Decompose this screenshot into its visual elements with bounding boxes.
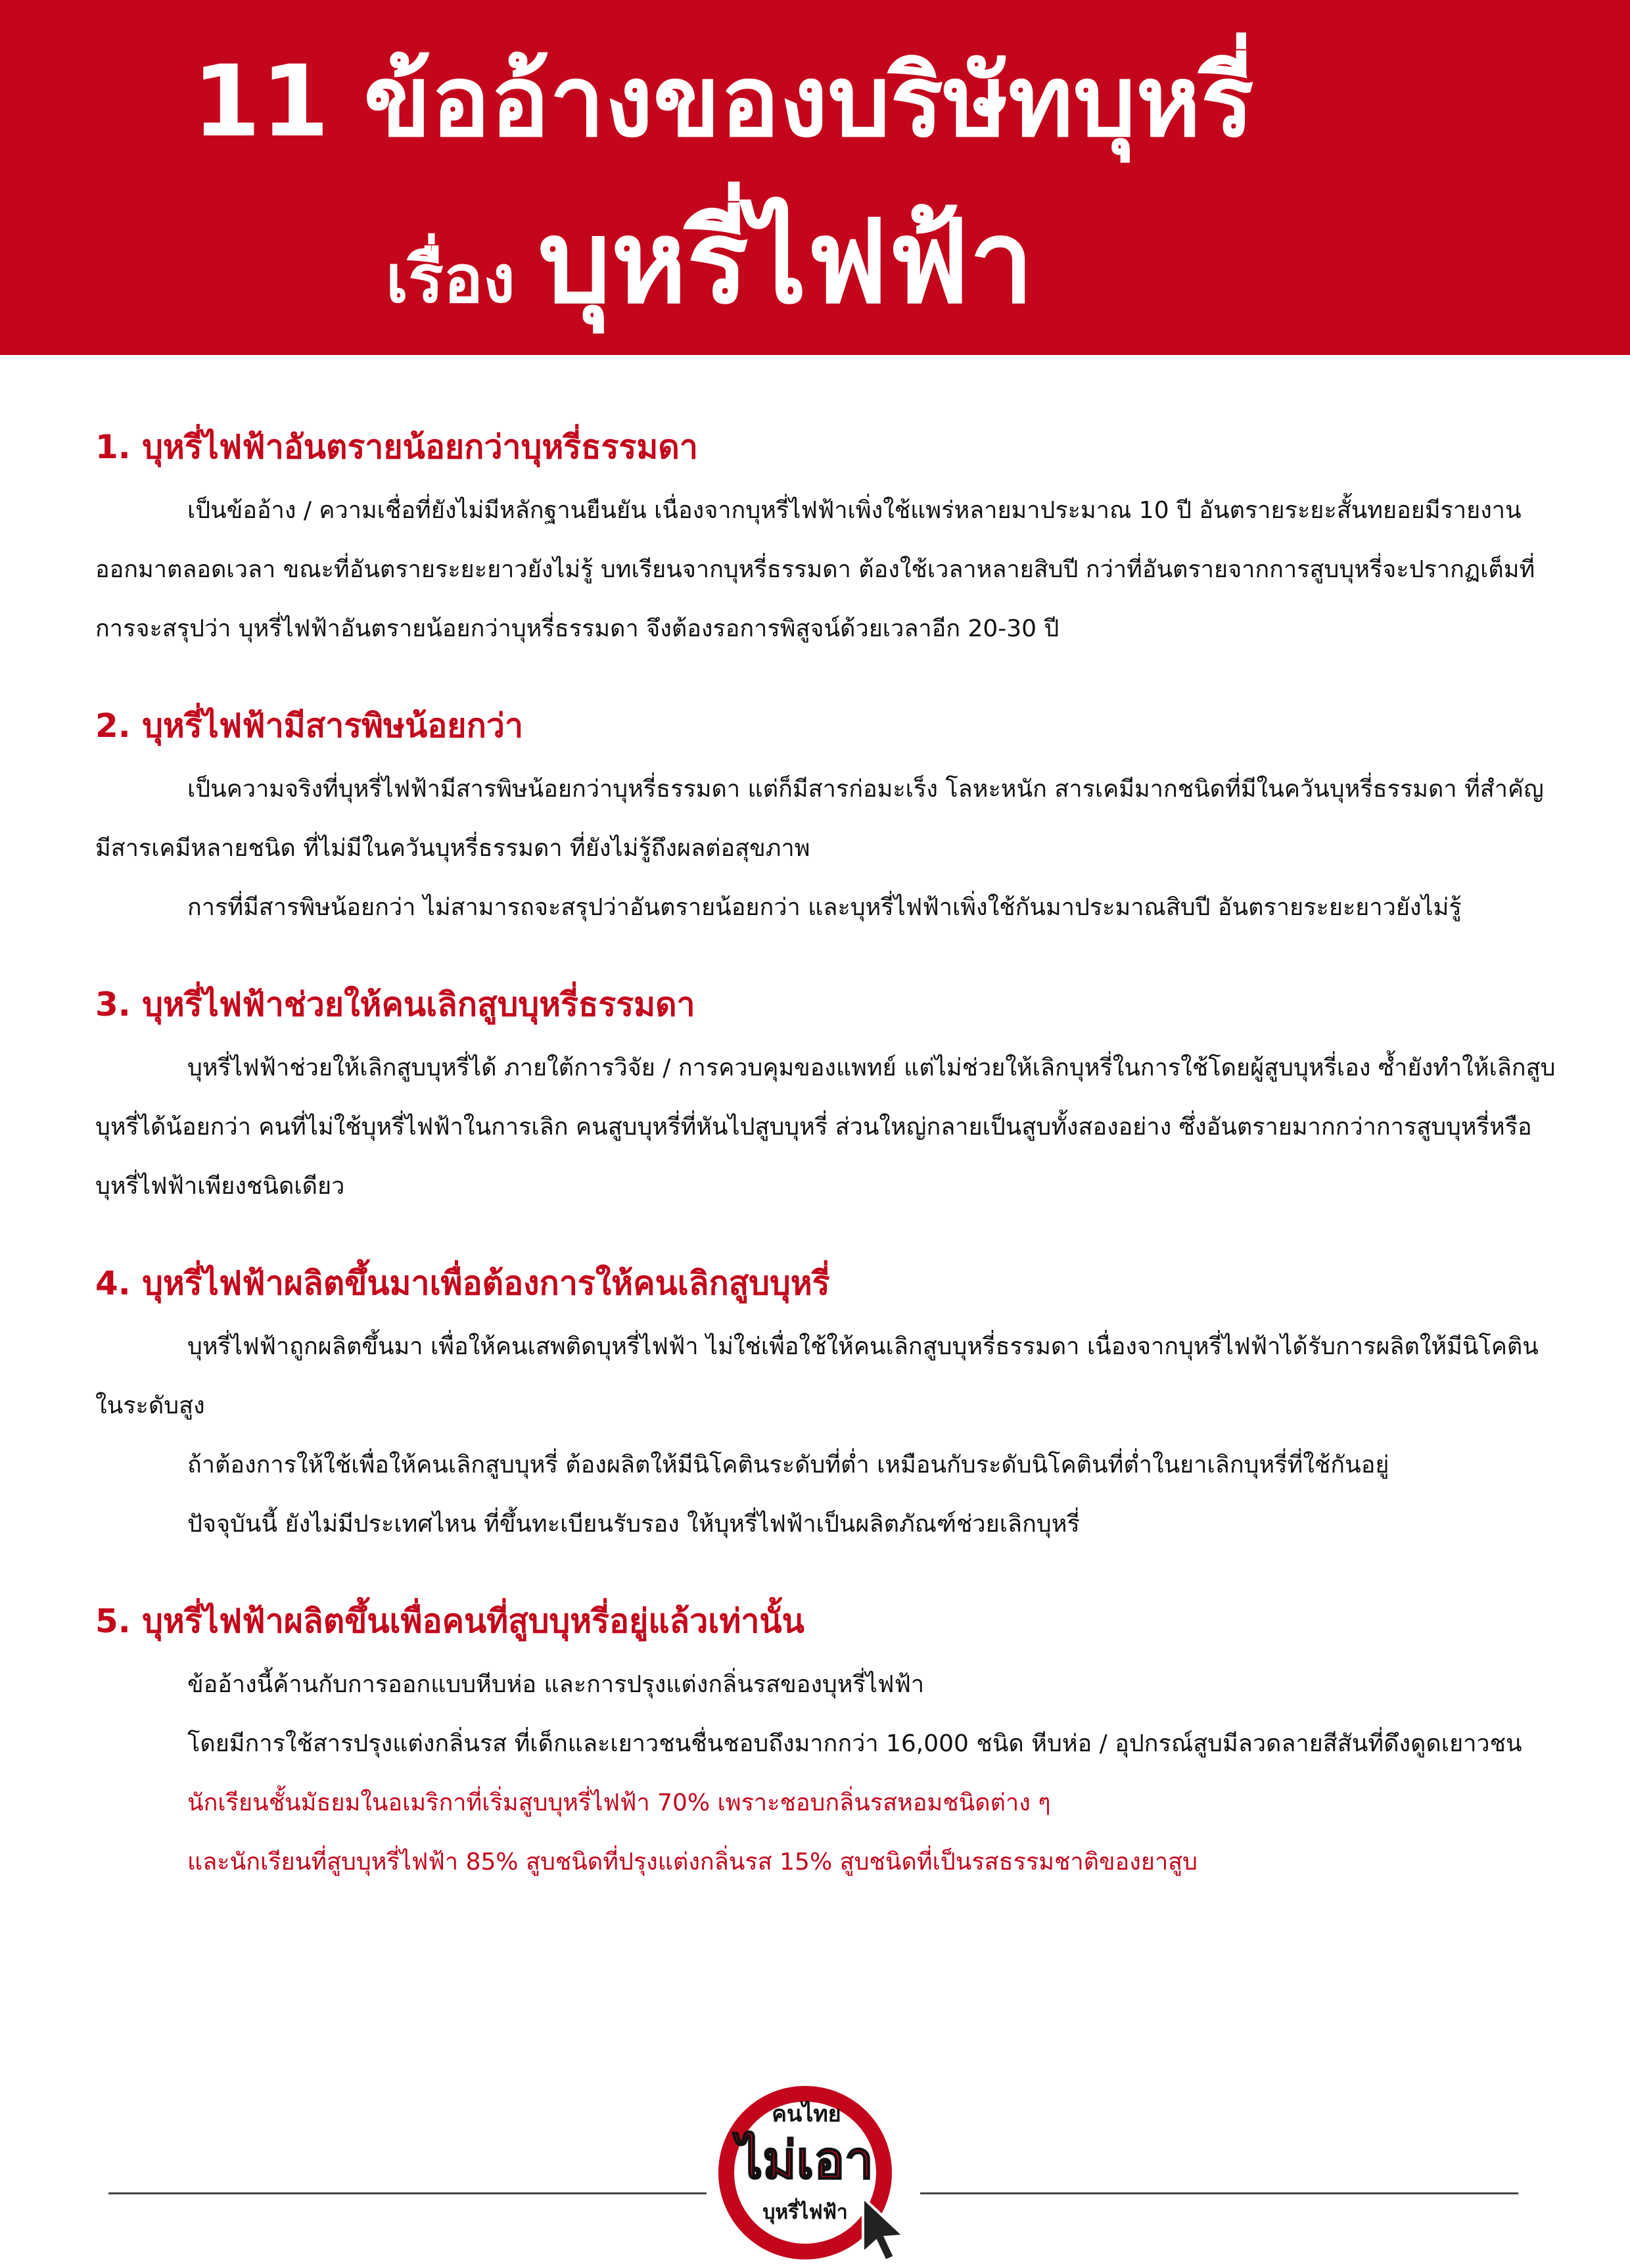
claim-paragraph: การที่มีสารพิษน้อยกว่า ไม่สามารถจะสรุปว่าอันตรายน้อยกว่า และบุหรี่ไฟฟ้าเพิ่งใช้กันมาประมาณสิบปี อันตรายระยะยาวยังไม่รู้ [187,894,1462,921]
claim-heading: 2. บุหรี่ไฟฟ้ามีสารพิษน้อยกว่า [95,707,524,745]
claim-heading: 1. บุหรี่ไฟฟ้าอันตรายน้อยกว่าบุหรี่ธรรมดา [95,428,698,466]
claim-section-1 [95,421,1561,659]
highlight-statistic: นักเรียนชั้นมัธยมในอเมริกาที่เริ่มสูบบุหรี่ไฟฟ้า 70% เพราะชอบกลิ่นรสหอมชนิดต่าง ๆ [187,1789,1051,1816]
claim-heading: 5. บุหรี่ไฟฟ้าผลิตขึ้นเพื่อคนที่สูบบุหรี่อยู่แล้วเท่านั้น [95,1602,804,1640]
claim-heading: 3. บุหรี่ไฟฟ้าช่วยให้คนเลิกสูบบุหรี่ธรรมดา [95,985,695,1024]
claim-paragraph: บุหรี่ไฟฟ้าถูกผลิตขึ้นมา เพื่อให้คนเสพติดบุหรี่ไฟฟ้า ไม่ใช่เพื่อใช้ให้คนเลิกสูบบุหรี่ธรรมดา เนื่องจากบุหรี่ไฟฟ้าได้รับการผลิตให้มีนิโคตินในระดับสูง [95,1333,1539,1419]
claim-paragraph: ข้ออ้างนี้ค้านกับการออกแบบหีบห่อ และการปรุงแต่งกลิ่นรสของบุหรี่ไฟฟ้า [187,1671,925,1698]
claim-paragraph: โดยมีการใช้สารปรุงแต่งกลิ่นรส ที่เด็กและเยาวชนชื่นชอบถึงมากกว่า 16,000 ชนิด หีบห่อ / อุปกรณ์สูบมีลวดลายสีสันที่ดึงดูดเยาวชน [187,1730,1522,1757]
logo-main-text: ไม่เอา [737,2131,873,2190]
title-banner [0,0,1630,355]
footer-divider-right [920,2192,1518,2194]
claim-paragraph: บุหรี่ไฟฟ้าช่วยให้เลิกสูบบุหรี่ได้ ภายใต้การวิจัย / การควบคุมของแพทย์ แต่ไม่ช่วยให้เลิกบุหรี่ในการใช้โดยผู้สูบบุหรี่เอง ซ้ำยังทำให้เลิกสูบบุหรี่ได้น้อยกว่า คนที่ไม่ใช้บุหรี่ไฟฟ้าในการเลิก คนสูบบุหรี่ที่หันไปสูบบุหรี่ ส่วนใหญ่กลายเป็นสูบทั้งสองอย่าง ซึ่งอันตรายมากกว่าการสูบบุหรี่หรือบุหรี่ไฟฟ้าเพียงชนิดเดียว [95,1054,1556,1200]
claim-heading: 4. บุหรี่ไฟฟ้าผลิตขึ้นมาเพื่อต้องการให้คนเลิกสูบบุหรี่ [95,1264,830,1302]
campaign-logo [707,2081,923,2268]
page-title: 11 ข้ออ้างของบริษัทบุหรี่ [192,45,1254,159]
claim-section-5 [95,1595,1561,1892]
highlight-statistic: และนักเรียนที่สูบบุหรี่ไฟฟ้า 85% สูบชนิดที่ปรุงแต่งกลิ่นรส 15% สูบชนิดที่เป็นรสธรรมชาติของยาสูบ [187,1849,1198,1876]
subtitle-prefix: เรื่อง [385,241,515,318]
claim-section-4 [95,1257,1561,1554]
claim-paragraph: ปัจจุบันนี้ ยังไม่มีประเทศไหน ที่ขึ้นทะเบียนรับรอง ให้บุหรี่ไฟฟ้าเป็นผลิตภัณฑ์ช่วยเลิกบุหรี่ [187,1511,1080,1538]
claim-paragraph: เป็นข้ออ้าง / ความเชื่อที่ยังไม่มีหลักฐานยืนยัน เนื่องจากบุหรี่ไฟฟ้าเพิ่งใช้แพร่หลายมาประมาณ 10 ปี อันตรายระยะสั้นทยอยมีรายงานออกมาตลอดเวลา ขณะที่อันตรายระยะยาวยังไม่รู้ บทเรียนจากบุหรี่ธรรมดา ต้องใช้เวลาหลายสิบปี กว่าที่อันตรายจากการสูบบุหรี่จะปรากฏเต็มที่ การจะสรุปว่า บุหรี่ไฟฟ้าอันตรายน้อยกว่าบุหรี่ธรรมดา จึงต้องรอการพิสูจน์ด้วยเวลาอีก 20-30 ปี [95,497,1535,642]
footer-divider-left [108,2192,707,2194]
logo-bottom-text: บุหรี่ไฟฟ้า [762,2201,848,2224]
logo-top-text: คนไทย [772,2101,841,2127]
page-subtitle [0,197,1630,345]
claim-paragraph: ถ้าต้องการให้ใช้เพื่อให้คนเลิกสูบบุหรี่ ต้องผลิตให้มีนิโคตินระดับที่ต่ำ เหมือนกับระดับนิโคตินที่ต่ำในยาเลิกบุหรี่ที่ใช้กันอยู่ [187,1452,1389,1478]
subtitle-main: บุหรี่ไฟฟ้า [538,196,1035,329]
claim-section-3 [95,978,1561,1216]
claims-list [95,421,1561,1933]
claim-paragraph: เป็นความจริงที่บุหรี่ไฟฟ้ามีสารพิษน้อยกว่าบุหรี่ธรรมดา แต่ก็มีสารก่อมะเร็ง โลหะหนัก สารเคมีมากชนิดที่มีในควันบุหรี่ธรรมดา ที่สำคัญ มีสารเคมีหลายชนิด ที่ไม่มีในควันบุหรี่ธรรมดา ที่ยังไม่รู้ถึงผลต่อสุขภาพ [95,776,1544,862]
claim-section-2 [95,699,1561,937]
